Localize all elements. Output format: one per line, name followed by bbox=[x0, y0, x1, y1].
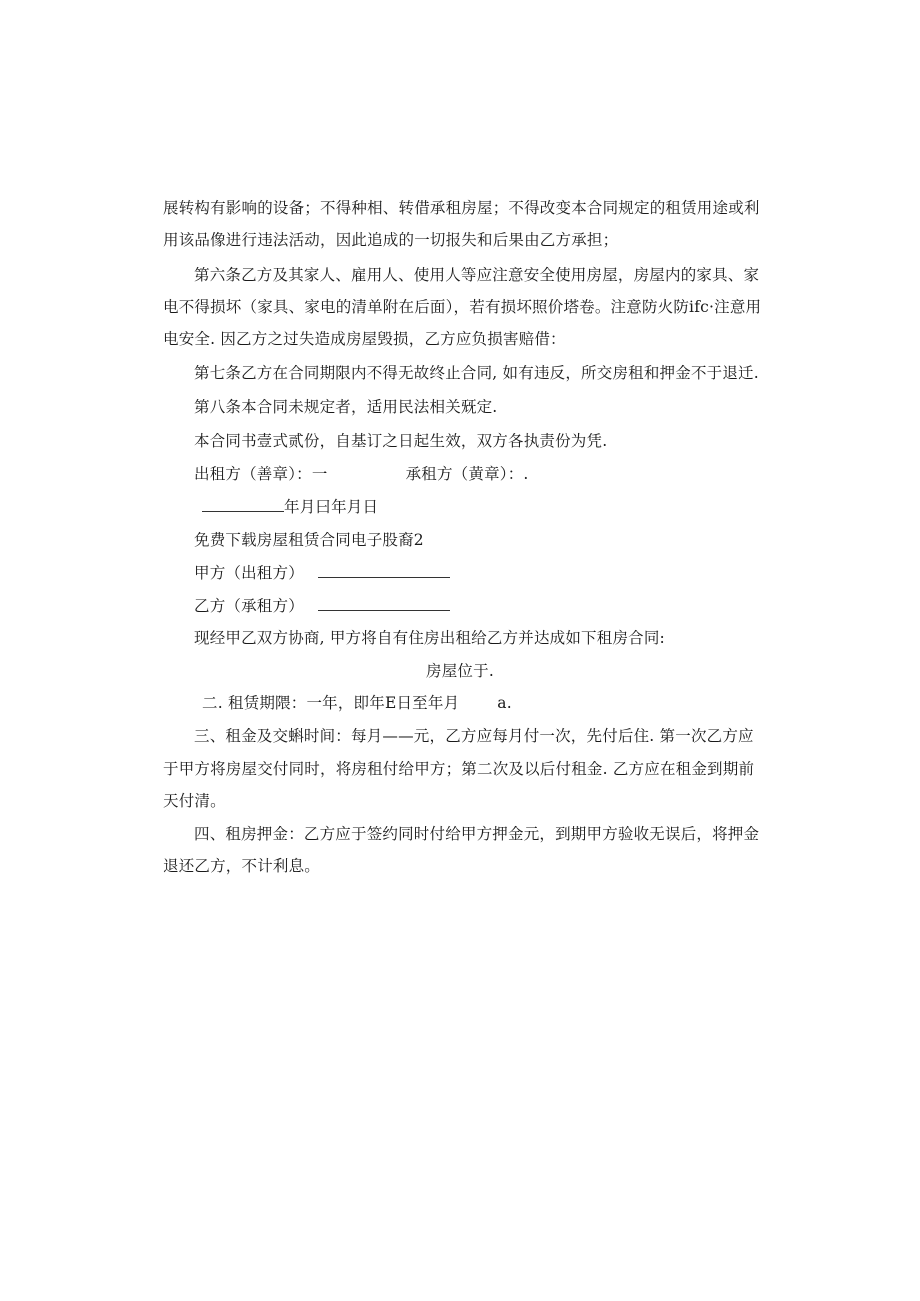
item-2 bbox=[202, 693, 512, 713]
paragraph-line: 用该品像进行违法活动，因此追成的一切报失和后果由乙方承担； bbox=[163, 231, 619, 249]
article-7: 第七条乙方在合同期限内不得无故终止合同, 如有违反，所交房租和押金不于退迁. bbox=[194, 364, 759, 382]
party-a-label: 甲方（出租方） bbox=[194, 564, 304, 582]
item-3-line: 于甲方将房屋交付同时，将房租付给甲方；第二次及以后付租金. 乙方应在租金到期前 bbox=[163, 760, 755, 778]
paragraph-line: 展转构有影响的设备；不得种相、转借承租房屋；不得改变本合同规定的租赁用途或利 bbox=[163, 199, 760, 217]
date-blank bbox=[202, 497, 284, 512]
copies-clause: 本合同书壹式贰份，自基订之日起生效，双方各执责份为凭. bbox=[194, 432, 608, 450]
article-6-line: 电安全. 因乙方之过失造成房屋毁损，乙方应负损害赔借： bbox=[163, 330, 566, 348]
intro-line: 现经甲乙双方协商, 甲方将自有住房出租给乙方并达成如下租房合同: bbox=[194, 629, 665, 647]
date-text: 年月曰年月日 bbox=[284, 498, 379, 516]
lessor-signature-label: 出租方（善章）：一 bbox=[194, 465, 328, 483]
party-b-label: 乙方（承租方） bbox=[194, 597, 304, 615]
signature-line bbox=[194, 464, 529, 484]
article-6-line: 第六条乙方及其家人、雇用人、使用人等应注意安全使用房屋，房屋内的家具、家 bbox=[194, 266, 760, 284]
item-4-line: 退还乙方，不计利息。 bbox=[163, 857, 321, 875]
item-3-line: 天付清。 bbox=[163, 792, 226, 810]
party-b-blank bbox=[318, 596, 450, 611]
item-3-line: 三、租金及交蝌时间：每月——元，乙方应每月付一次，先付后住. 第一次乙方应 bbox=[194, 727, 754, 745]
date-line bbox=[202, 497, 378, 517]
lessee-signature-label: 承租方（黄章）：. bbox=[405, 465, 529, 483]
party-b-line bbox=[194, 596, 450, 616]
item-4-line: 四、租房押金：乙方应于签约同时付给甲方押金元，到期甲方验收无误后，将押金 bbox=[194, 825, 760, 843]
article-8: 第八条本合同未规定者，适用民法相关兓定. bbox=[194, 398, 498, 416]
item-2-text: 二. 租赁期隈：一年，即年E日至年月 bbox=[202, 694, 460, 712]
item-2-tail: a. bbox=[497, 694, 512, 712]
article-6-line: 电不得损坏（家具、家电的清单附在后面），若有损坏照价塔卷。注意防火防ifc·注意用 bbox=[163, 298, 762, 316]
party-a-line bbox=[194, 563, 450, 583]
party-a-blank bbox=[318, 563, 450, 578]
item-1: 房屋位于. bbox=[426, 662, 494, 680]
section-title: 免费下载房屋租赁合同电子股裔2 bbox=[194, 531, 424, 549]
